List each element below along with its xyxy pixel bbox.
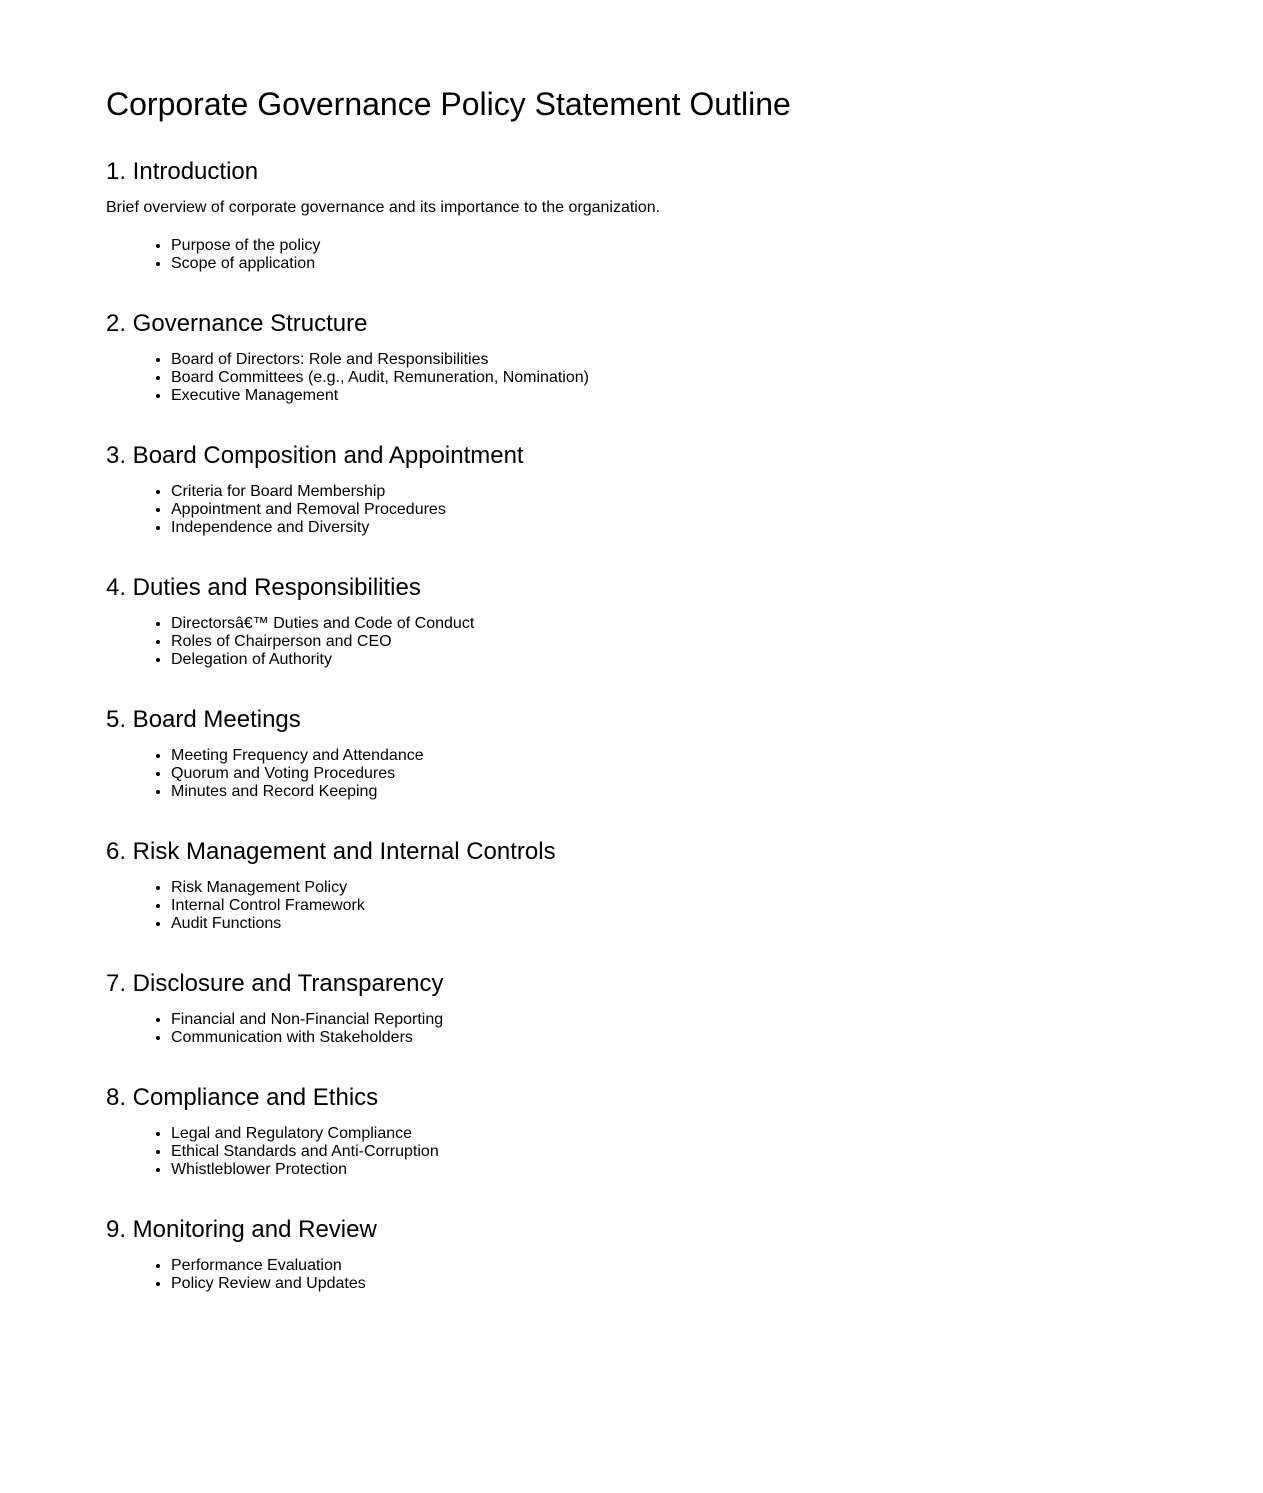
section-intro-text: Brief overview of corporate governance and its importance to the organization. (106, 199, 661, 216)
bullet-list (106, 747, 1263, 801)
list-item: • Board Committees (e.g., Audit, Remuneration, Nomination) (171, 369, 1263, 387)
section-governance-structure (106, 310, 1263, 405)
section-heading: 3. Board Composition and Appointment (106, 442, 524, 469)
section-risk-management (106, 838, 1263, 933)
section-board-composition (106, 442, 1263, 537)
section-compliance (106, 1084, 1263, 1179)
section-heading: 5. Board Meetings (106, 706, 301, 733)
section-duties (106, 574, 1263, 669)
list-item: • Performance Evaluation (171, 1257, 1263, 1275)
list-item: • Legal and Regulatory Compliance (171, 1125, 1263, 1143)
bullet-list (106, 351, 1263, 405)
bullet-list (106, 1257, 1263, 1293)
bullet-list (106, 237, 1263, 273)
section-board-meetings (106, 706, 1263, 801)
bullet-list (106, 879, 1263, 933)
list-item: • Audit Functions (171, 915, 1263, 933)
section-heading: 6. Risk Management and Internal Controls (106, 838, 556, 865)
section-heading: 2. Governance Structure (106, 310, 368, 337)
list-item: • Criteria for Board Membership (171, 483, 1263, 501)
document-title: Corporate Governance Policy Statement Outline (106, 86, 791, 122)
list-item: • Policy Review and Updates (171, 1275, 1263, 1293)
section-monitoring (106, 1216, 1263, 1293)
section-heading: 7. Disclosure and Transparency (106, 970, 444, 997)
bullet-list (106, 1125, 1263, 1179)
list-item: • Roles of Chairperson and CEO (171, 633, 1263, 651)
list-item: • Minutes and Record Keeping (171, 783, 1263, 801)
list-item: • Executive Management (171, 387, 1263, 405)
list-item: • Scope of application (171, 255, 1263, 273)
section-heading: 8. Compliance and Ethics (106, 1084, 379, 1111)
section-heading: 1. Introduction (106, 158, 259, 185)
list-item: • Communication with Stakeholders (171, 1029, 1263, 1047)
list-item: • Quorum and Voting Procedures (171, 765, 1263, 783)
list-item: • Delegation of Authority (171, 651, 1263, 669)
list-item: • Directorsâ€™ Duties and Code of Conduct (171, 615, 1263, 633)
list-item: • Appointment and Removal Procedures (171, 501, 1263, 519)
bullet-list (106, 483, 1263, 537)
list-item: • Purpose of the policy (171, 237, 1263, 255)
section-heading: 4. Duties and Responsibilities (106, 574, 421, 601)
bullet-list (106, 1011, 1263, 1047)
bullet-list (106, 615, 1263, 669)
list-item: • Internal Control Framework (171, 897, 1263, 915)
list-item: • Whistleblower Protection (171, 1161, 1263, 1179)
list-item: • Ethical Standards and Anti-Corruption (171, 1143, 1263, 1161)
list-item: • Independence and Diversity (171, 519, 1263, 537)
list-item: • Board of Directors: Role and Responsibilities (171, 351, 1263, 369)
section-disclosure (106, 970, 1263, 1047)
list-item: • Meeting Frequency and Attendance (171, 747, 1263, 765)
list-item: • Risk Management Policy (171, 879, 1263, 897)
list-item: • Financial and Non-Financial Reporting (171, 1011, 1263, 1029)
section-introduction (106, 158, 1263, 273)
section-heading: 9. Monitoring and Review (106, 1216, 377, 1243)
